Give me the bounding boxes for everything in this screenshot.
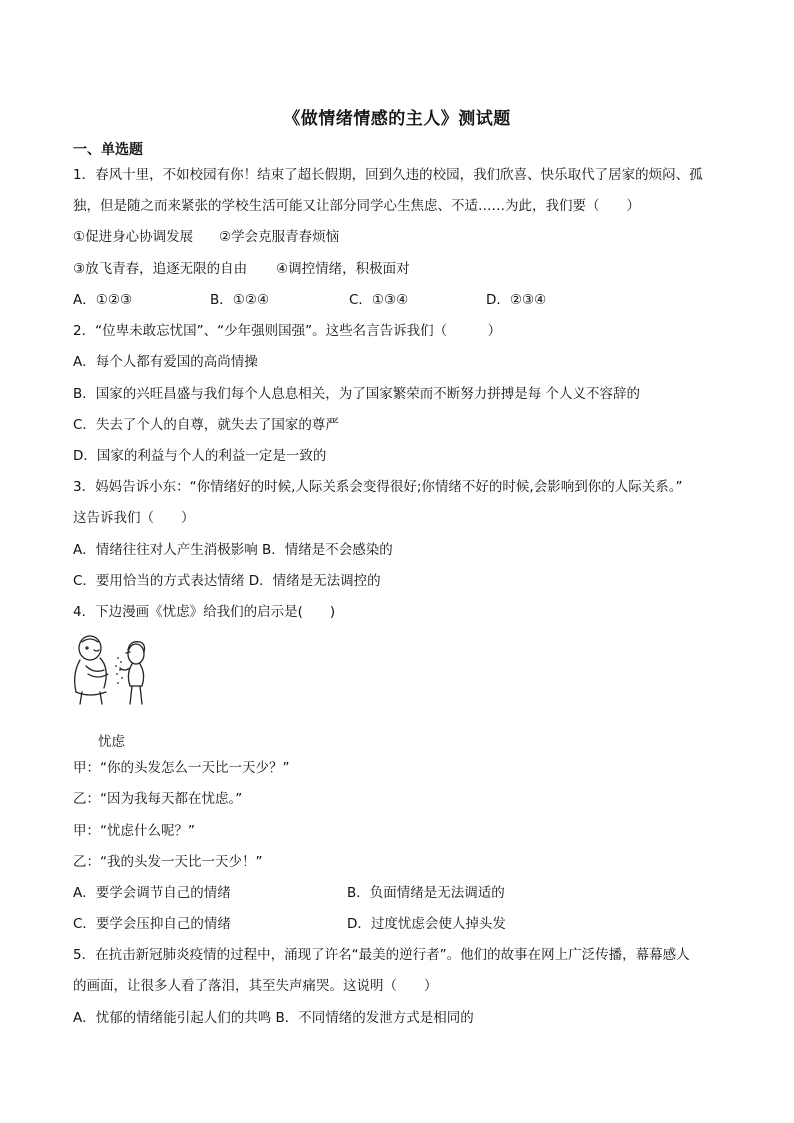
- q1-option-c: C．①③④: [349, 292, 409, 308]
- q2-option-c: C．失去了个人的自尊，就失去了国家的尊严: [73, 417, 339, 433]
- q2-option-b: B．国家的兴旺昌盛与我们每个人息息相关，为了国家繁荣而不断努力拼搏是每 个人义不容辞的: [73, 386, 641, 402]
- q2-stem: 2．“位卑未敢忘忧国”、“少年强则国强”。这些名言告诉我们（ ）: [73, 323, 502, 339]
- q4-dialog-4: 乙：“我的头发一天比一天少！”: [73, 854, 263, 870]
- q3-options-cd: C．要用恰当的方式表达情绪 D．情绪是无法调控的: [73, 573, 381, 589]
- cartoon-caption: 忧虑: [98, 734, 125, 750]
- q1-item-3: ③放飞青春，追逐无限的自由: [73, 261, 248, 277]
- q4-option-d: D．过度忧虑会使人掉头发: [347, 916, 506, 932]
- q4-dialog-1: 甲：“你的头发怎么一天比一天少？”: [73, 760, 290, 776]
- q2-option-a: A．每个人都有爱国的高尚情操: [73, 354, 258, 370]
- page-title: 《做情绪情感的主人》测试题: [283, 109, 511, 129]
- q5-options-ab: A．忧郁的情绪能引起人们的共鸣 B．不同情绪的发泄方式是相同的: [73, 1010, 474, 1026]
- q4-dialog-3: 甲：“忧虑什么呢？”: [73, 823, 195, 839]
- q4-stem: 4．下边漫画《忧虑》给我们的启示是( ): [73, 604, 336, 620]
- q1-option-b: B．①②④: [210, 292, 270, 308]
- cartoon-illustration: [66, 628, 166, 708]
- section-heading: 一、单选题: [73, 142, 143, 158]
- q1-stem-line1: 1．春风十里，不如校园有你！结束了超长假期，回到久违的校园，我们欣喜、快乐取代了居家的烦闷、孤: [73, 167, 703, 183]
- q3-options-ab: A．情绪往往对人产生消极影响 B．情绪是不会感染的: [73, 542, 393, 558]
- q3-stem-line1: 3．妈妈告诉小东：“你情绪好的时候,人际关系会变得很好;你情绪不好的时候,会影响到你的人际关系。”: [73, 479, 683, 495]
- q1-item-4: ④调控情绪，积极面对: [276, 261, 410, 277]
- q4-option-b: B．负面情绪是无法调适的: [347, 885, 505, 901]
- q4-dialog-2: 乙：“因为我每天都在忧虑。”: [73, 791, 243, 807]
- q1-stem-line2: 独，但是随之而来紧张的学校生活可能又让部分同学心生焦虑、不适……为此，我们要（ ）: [73, 198, 640, 214]
- q2-option-d: D．国家的利益与个人的利益一定是一致的: [73, 448, 327, 464]
- q1-item-1: ①促进身心协调发展: [73, 229, 194, 245]
- q1-item-2: ②学会克服青春烦恼: [219, 229, 340, 245]
- q1-option-a: A．①②③: [73, 292, 133, 308]
- q5-stem-line1: 5．在抗击新冠肺炎疫情的过程中，涌现了许名“最美的逆行者”。他们的故事在网上广泛传播，幕幕感人: [73, 947, 690, 963]
- q4-option-c: C．要学会压抑自己的情绪: [73, 916, 231, 932]
- q1-option-d: D．②③④: [486, 292, 547, 308]
- q3-stem-line2: 这告诉我们（ ）: [73, 510, 195, 526]
- q5-stem-line2: 的画面，让很多人看了落泪，其至失声痛哭。这说明（ ）: [73, 978, 438, 994]
- q4-option-a: A．要学会调节自己的情绪: [73, 885, 231, 901]
